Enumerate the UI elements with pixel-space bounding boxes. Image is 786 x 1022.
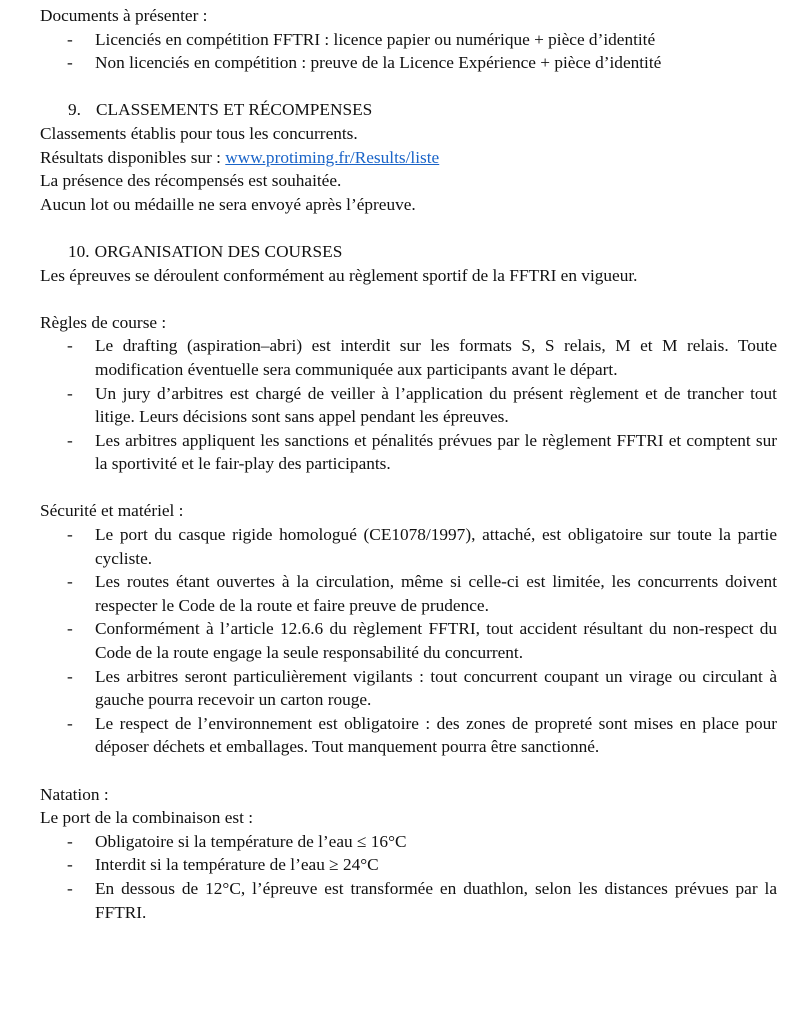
dash-bullet: -: [67, 572, 73, 592]
spacer: [40, 216, 740, 240]
dash-bullet: -: [67, 855, 73, 875]
list-item: - Le port du casque rigide homologué (CE1078/1997), attaché, est obligatoire sur toute la partie cycliste.: [67, 525, 777, 568]
dash-bullet: -: [67, 383, 73, 403]
dash-bullet: -: [67, 713, 73, 733]
swimming-list: [40, 830, 777, 924]
swimming-intro: Le port de la combinaison est :: [40, 808, 254, 828]
list-item: - Les arbitres seront particulièrement vigilants : tout concurrent coupant un virage ou circulant à gauche pourra recevoir un carton rouge.: [67, 666, 777, 710]
swimming-label: Natation :: [40, 784, 109, 804]
safety-label: Sécurité et matériel :: [40, 501, 184, 521]
dash-bullet: -: [67, 336, 73, 356]
section-10-heading: 10. ORGANISATION DES COURSES: [68, 241, 343, 261]
section-9-line: La présence des récompensés est souhaitée.: [40, 171, 342, 191]
spacer: [40, 476, 740, 500]
documents-label: Documents à présenter :: [40, 6, 208, 25]
dash-bullet: -: [67, 53, 73, 73]
list-item: - Un jury d’arbitres est chargé de veiller à l’application du présent règlement et de trancher tout litige. Leurs décisions sont sans appel pendant les épreuves.: [67, 383, 777, 427]
results-line: Résultats disponibles sur : www.protiming.fr/Results/liste: [40, 147, 440, 167]
list-item: - Les arbitres appliquent les sanctions et pénalités prévues par le règlement FFTRI et comptent sur la sportivité et le fair-play des participants.: [67, 430, 777, 474]
list-item: - En dessous de 12°C, l’épreuve est transformée en duathlon, selon les distances prévues par la FFTRI.: [67, 878, 777, 922]
list-item: - Le respect de l’environnement est obligatoire : des zones de propreté sont mises en place pour déposer déchets et emballages. Tout manquement pourra être sanctionné.: [67, 713, 777, 757]
section-9-line: Aucun lot ou médaille ne sera envoyé après l’épreuve.: [40, 194, 416, 214]
dash-bullet: -: [67, 430, 73, 450]
list-item: - Interdit si la température de l’eau ≥ 24°C: [40, 853, 777, 877]
list-item: - Non licenciés en compétition : preuve de la Licence Expérience + pièce d’identité: [40, 51, 777, 75]
section-9-heading: 9. CLASSEMENTS ET RÉCOMPENSES: [68, 100, 373, 120]
dash-bullet: -: [67, 878, 73, 898]
spacer: [40, 287, 740, 311]
spacer: [40, 75, 740, 99]
documents-list: [40, 28, 740, 75]
list-item: - Conformément à l’article 12.6.6 du règlement FFTRI, tout accident résultant du non-respect du Code de la route engage la seule responsabilité du concurrent.: [67, 619, 777, 663]
safety-list: [40, 523, 777, 759]
rules-label: Règles de course :: [40, 312, 167, 332]
rules-list: [40, 334, 777, 476]
section-10-intro: Les épreuves se déroulent conformément au règlement sportif de la FFTRI en vigueur.: [40, 265, 638, 285]
dash-bullet: -: [67, 29, 73, 49]
spacer: [40, 759, 740, 783]
section-9-line: Classements établis pour tous les concurrents.: [40, 123, 358, 143]
dash-bullet: -: [67, 831, 73, 851]
dash-bullet: -: [67, 525, 73, 545]
list-item: - Licenciés en compétition FFTRI : licence papier ou numérique + pièce d’identité: [40, 28, 777, 52]
dash-bullet: -: [67, 619, 73, 639]
list-item: - Obligatoire si la température de l’eau ≤ 16°C: [40, 830, 777, 854]
dash-bullet: -: [67, 666, 73, 686]
list-item: - Le drafting (aspiration–abri) est interdit sur les formats S, S relais, M et M relais. Toute modification éventuelle sera communiquée aux participants avant le départ.: [67, 336, 777, 379]
list-item: - Les routes étant ouvertes à la circulation, même si celle-ci est limitée, les concurrents doivent respecter le Code de la route et faire preuve de prudence.: [67, 572, 777, 615]
results-link[interactable]: www.protiming.fr/Results/liste: [225, 147, 440, 167]
